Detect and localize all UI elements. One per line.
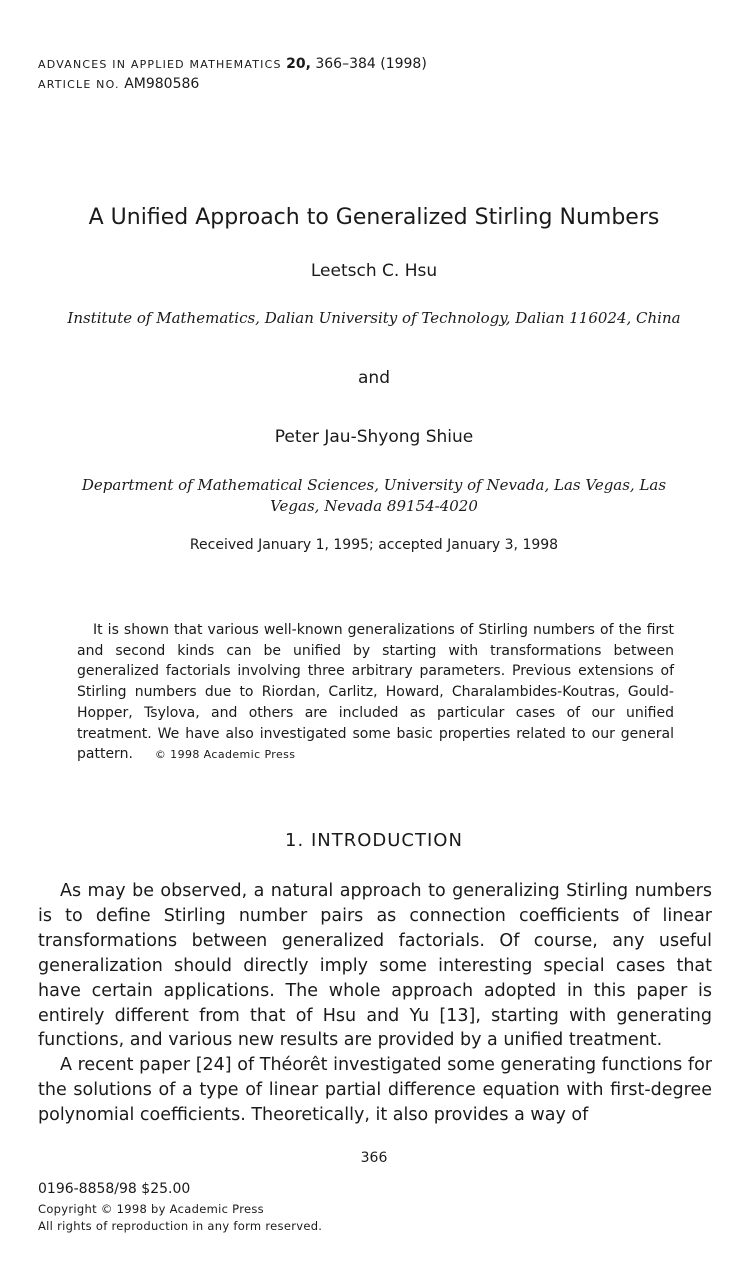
- abstract-text: It is shown that various well-known generalizations of Stirling numbers of the first and second kinds can be unified by starting with transformations between generalized factorials involving three arbitrary parameters. Previous extensions of Stirling numbers due to Riordan, Carlitz, Howard, Charalambides-Koutras, Gould-Hopper, Tsylova, and others are included as particular cases of our unified treatment. We have also investigated some basic properties related to our general pattern.: [77, 622, 674, 763]
- article-label: ARTICLE NO.: [38, 78, 120, 91]
- author-name: Peter Jau-Shyong Shiue: [274, 427, 474, 447]
- author-separator: and: [358, 368, 390, 388]
- rights-notice: All rights of reproduction in any form reserved.: [38, 1219, 323, 1233]
- paragraph: A recent paper [24] of Théorêt investigated some generating functions for the solutions of a type of linear partial difference equation with first-degree polynomial coefficients. Theoretically, it also provides a way of: [38, 1055, 712, 1126]
- paper-title: A Unified Approach to Generalized Stirling Numbers: [88, 205, 660, 230]
- author-name: Leetsch C. Hsu: [310, 261, 438, 281]
- journal-pages-year: 366–384 (1998): [315, 56, 427, 72]
- section-heading: 1. INTRODUCTION: [285, 830, 463, 851]
- abstract-copyright: © 1998 Academic Press: [154, 748, 296, 762]
- received-dates: Received January 1, 1995; accepted January 3, 1998: [189, 537, 559, 553]
- copyright-notice: Copyright © 1998 by Academic Press: [38, 1202, 264, 1216]
- issn-price: 0196-8858/98 $25.00: [38, 1181, 191, 1197]
- abstract: [77, 620, 674, 766]
- journal-name: ADVANCES IN APPLIED MATHEMATICS: [38, 58, 282, 71]
- author-affiliation: Department of Mathematical Sciences, University of Nevada, Las Vegas, Las Vegas, Nevada 89154-4020: [81, 476, 667, 515]
- page-number: 366: [360, 1150, 388, 1166]
- article-number-line: [38, 75, 199, 94]
- article-number: AM980586: [124, 76, 200, 92]
- body-text: [38, 879, 712, 1128]
- author-affiliation: Institute of Mathematics, Dalian University of Technology, Dalian 116024, China: [67, 309, 681, 327]
- journal-volume: 20,: [286, 56, 311, 72]
- paragraph: As may be observed, a natural approach to generalizing Stirling numbers is to define Stirling number pairs as connection coefficients of linear transformations between generalized factorials. Of course, any useful generalization should directly imply some interesting special cases that have certain applications. The whole approach adopted in this paper is entirely different from that of Hsu and Yu [13], starting with generating functions, and various new results are provided by a unified treatment.: [38, 881, 712, 1051]
- journal-citation: [38, 55, 427, 74]
